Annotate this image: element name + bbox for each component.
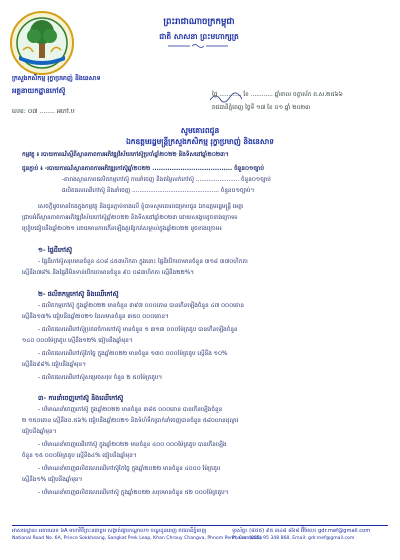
section-line: - ផលិតផលឈើកៅស៊ូកែច្នៃ ក្នុងឆ្នាំ២០២២ មានចំនួន ១៣០ ០០០ម៉ែត្រគូប ស្មើនឹង ១០% [38,351,228,357]
reference-number: លេខ: ០៧ ........ អកៅ.ប [12,108,75,115]
footer-address-en: National Road No. 6A, Prince Sokkheang, Sangkat Prek Leap, Khan Chrouy Changva, Phnom Penh, Cambodia [12,536,263,541]
ornament-divider-icon [168,43,228,49]
section-line: - ផលិតកម្មកៅស៊ូ ក្នុងឆ្នាំ២០២២ មានចំនួន ៣៩៧ ០០០តោន បានកើនឡើងចំនួន ៤៧ ០០០តោន [38,303,244,309]
ministry-logo-icon [9,10,75,76]
section-line: - បរិមាណនាំចេញផលិតផលឈើកៅស៊ូ ក្នុងឆ្នាំ២០២២ សរុបមានចំនួន ៥២ ០០០ម៉ែត្រគូប។ [38,490,229,496]
addressee: ឯកឧត្តមរដ្ឋមន្ត្រីក្រសួងកសិកម្ម រុក្ខាប្រមាញ់ និងនេសាទ [126,137,274,146]
body-paragraph: ប្រៀបធៀបនឹងឆ្នាំ២០២១ ដោយមានការកើនឡើងគួរឱ្យកត់សម្គាល់ក្នុងឆ្នាំ២០២២ ដូចខាងក្រោម៖ [22,226,222,232]
section-line: ស្មើនឹង៩៨% ធៀបនឹងឆ្នាំមុន។ [22,362,87,368]
attachment-item: ផលិតផលឈើកៅស៊ូ និងនាំចេញ ................................................ ចំនួន០១ច្បាប់។ [62,188,255,194]
section-line: ស្មើនឹង១% ធៀបនឹងឆ្នាំមុន។ [22,477,83,483]
section-heading: ១- ផ្ទៃដីកៅស៊ូ [38,246,73,254]
ministry-name: ក្រសួងកសិកម្ម រុក្ខាប្រមាញ់ និងនេសាទ [12,75,101,82]
kingdom-title: ព្រះរាជាណាចក្រកម្ពុជា [163,17,235,27]
section-line: ស្មើនឹង១៣% ធៀបនឹងឆ្នាំ២០២១ ដែលមានចំនួន ៣៥០ ០០០តោន។ [22,314,169,320]
section-line: - បរិមាណនាំចេញផលិតផលឈើកៅស៊ូកែច្នៃ ក្នុងឆ្នាំ២០២២ មានចំនួន ៤០០០ ម៉ែត្រគូប [38,466,221,472]
solar-date: រាជធានីភ្នំពេញ ថ្ងៃទី ១៧ ខែ ០១ ឆ្នាំ ២០២៣ [212,105,311,111]
section-line: ១៤០ ០០០ម៉ែត្រគូប ស្មើនឹង១២% ធៀបនឹងឆ្នាំមុន។ [22,338,133,344]
department-name: អគ្គនាយកដ្ឋានកៅស៊ូ [12,87,66,95]
national-motto: ជាតិ សាសនា ព្រះមហាក្សត្រ [159,32,239,41]
section-line: ២ ១៥០តោន ស្មើនឹង០.៥៦% ធៀបនឹងឆ្នាំ២០២១ និងទំហំទឹកប្រាក់នាំចេញបានចំនួន ៥៨០លានដុល្លារ [22,418,239,424]
section-line: - ផលិតផលឈើកៅស៊ូប្រភពចំការកៅស៊ូ មានចំនួន ១ ៣១៣ ០០០ម៉ែត្រគូប បានកើនឡើងចំនួន [38,327,238,333]
section-line: ស្មើនឹង៧៨% និងផ្ទៃដីមិនទាន់បើកចោមានចំនួន ៩០ ០៨៣ហិកតា ស្មើនឹង២២%។ [22,270,194,276]
footer-divider [12,525,388,526]
section-line: - ផលិតផលឈើកៅស៊ូសម្រេចសរុប ចំនួន ២ ៥០ម៉ែត្រគូប។ [38,375,163,381]
attachment-line: ជូនភ្ជាប់ ៖ -របាយការណ៍ស្ថានភាពការអភិវឌ្ឍកៅស៊ូឆ្នាំ២០២២ ..................................... ចំនួន០១ច្បាប់ [22,166,264,172]
footer-contact-en: Phone: (855) 95 348 868, Email: gdr.mef@gmail.com [232,536,355,541]
section-line: - បរិមាណនាំចេញឈើកៅស៊ូ ក្នុងឆ្នាំ២០២២ មានចំនួន ៤០០ ០០០ម៉ែត្រគូប បានកើនឡើង [38,442,227,448]
salutation: សូមគោរពជូន [180,126,220,135]
section-line: - ផ្ទៃដីកៅស៊ូសរុបមានចំនួន ៤០៨ ៤៥៣ហិកតា ក្នុងនោះ ផ្ទៃដីបើកចោមានចំនួន ៣១៨ ៣៧០ហិកតា [38,259,248,265]
attachment-item: -តារាងស្ថានភាពផលិតកម្មកៅស៊ូ ការនាំចេញ និងតម្លៃលក់កៅស៊ូ ........................ ចំនួន០១ច្បាប់ [62,177,271,183]
section-line: ចំនួន ១៥ ០០០ម៉ែត្រគូប ស្មើនឹង៤% ធៀបនឹងឆ្នាំមុន។ [22,453,137,459]
subject-line: កម្មវត្ថុ ៖ របាយការណ៍ស្តីពីស្ថានភាពការអភិវឌ្ឍវិស័យកៅស៊ូប្រចាំឆ្នាំ២០២២ និងទិសដៅឆ្នាំ២០២៣។ [22,152,229,158]
section-heading: ៣- ការនាំចេញកៅស៊ូ និងឈើកៅស៊ូ [38,394,124,402]
footer-contact-kh: ទូរស័ព្ទ៖ (៨៥៥) ៩៥ ៣៤៨ ៨៦៨ អ៊ីមែល៖ gdr.mef@gmail.com [232,528,371,534]
body-paragraph: ជ្រាបអំពីស្ថានភាពការអភិវឌ្ឍវិស័យកៅស៊ូឆ្នាំ២០២២ និងទិសដៅឆ្នាំ២០២៣ ដោយសង្ខេបដូចខាងក្រោម៖ [22,215,238,221]
footer-address-kh: អាសយដ្ឋាន៖ អគារលេខ ៦A មហាវិថីព្រះនរោត្តម សង្កាត់ផ្សារកណ្តាល១ ខណ្ឌដូនពេញ រាជធានីភ្នំពេញ [12,528,207,534]
lunar-date: ថ្ងៃ ............ ខែ ............ ឆ្នាំខាល ចត្វាស័ក ព.ស.២៥៦៦ [212,92,343,98]
section-line: - បរិមាណនាំចេញកៅស៊ូ ក្នុងឆ្នាំ២០២២ មានចំនួន ៣៨៥ ០០០តោន បានកើនឡើងចំនួន [38,407,223,413]
body-paragraph: សេចក្តីដូចមានចែងក្នុងកម្មវត្ថុ និងជូនភ្ជាប់ខាងលើ ខ្ញុំបាទសូមគោរពជម្រាបជូន ឯកឧត្តមរដ្ឋមន្ត្រី មេត្តា [38,204,244,210]
section-heading: ២- ផលិតកម្មកៅស៊ូ និងឈើកៅស៊ូ [38,290,119,298]
section-line: ធៀបនឹងឆ្នាំមុន។ [22,429,57,435]
